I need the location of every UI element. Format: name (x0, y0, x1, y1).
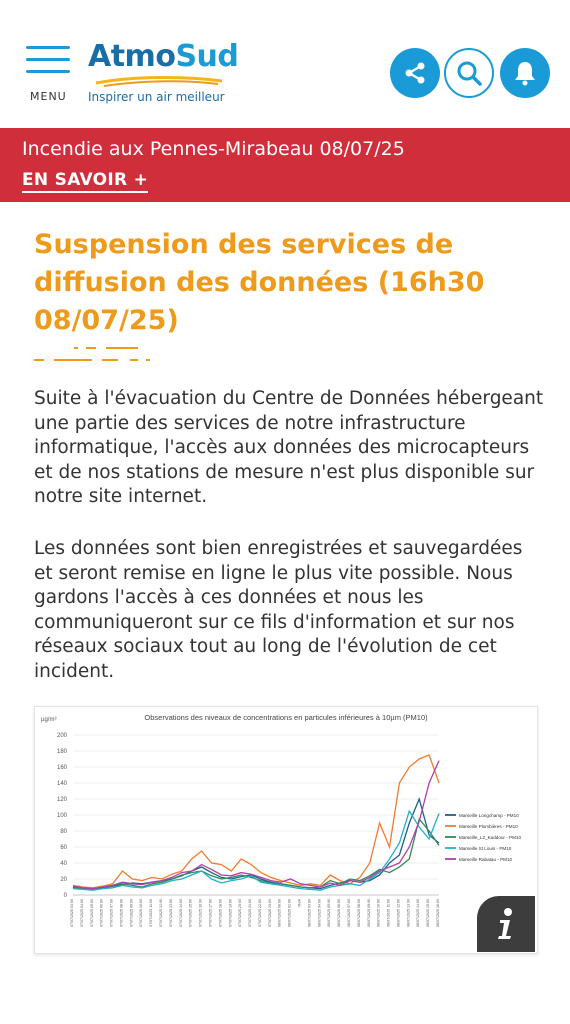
chart-xtick-label: 07/07/2025 03:00 (70, 899, 74, 927)
chart-ytick-label: 60 (60, 845, 67, 851)
chart-xtick-label: 07/07/2025 17:00 (208, 899, 213, 927)
chart-series-line (73, 811, 439, 890)
chart-xtick-label: 07/07/2025 12:00 (159, 899, 164, 927)
chart-xtick-label: 08/07/2025 12:00 (396, 899, 401, 927)
chart-xtick-label: 07/07/2025 06:00 (99, 899, 104, 927)
logo-swoosh (94, 74, 224, 88)
search-icon (455, 59, 483, 87)
search-button[interactable] (444, 48, 494, 98)
chart-xtick-label: 07/07/2025 10:00 (139, 899, 144, 927)
hamburger-line (26, 70, 70, 73)
chart-xtick-label: 08/07/2025 06:00 (337, 899, 342, 927)
logo-sud: Sud (175, 39, 239, 74)
chart-xtick-label: 07/07/2025 11:00 (149, 899, 154, 927)
chart-ytick-label: 200 (56, 733, 67, 739)
chart-xtick-label: 08/07/2025 10:00 (376, 899, 381, 927)
logo-atmo: Atmo (88, 39, 176, 74)
article-paragraph-2: Les données sont bien enregistrées et sauvegardées et seront remise en ligne le plus vite possible. Nous gardons l'accès à ces données et nous les communiqueront sur ce fils d'information et sur nos réseaux sociaux tout au long de l'évolution de cet incident. (34, 538, 523, 682)
chart-xtick-label: 07/07/2025 08:00 (119, 899, 124, 927)
chart-ytick-label: 20 (60, 877, 67, 883)
chart-xtick-label: 08/07/2025 08:00 (356, 899, 361, 927)
site-header (0, 0, 570, 128)
pm10-chart-image[interactable] (34, 706, 538, 954)
chart-xtick-label: 08/07/2025 05:00 (327, 899, 332, 927)
chart-xtick-label: 07/07/2025 18:00 (218, 899, 223, 927)
hamburger-line (26, 58, 70, 61)
info-button[interactable] (477, 896, 535, 952)
chart-xtick-label: 08/07/2025 04:00 (317, 899, 322, 927)
chart-xtick-label: 07/07/2025 07:00 (109, 899, 114, 927)
chart-title: Observations des niveaux de concentrations en particules inférieures à 10µm (PM10) (144, 713, 428, 722)
chart-legend-label: Marseille St Louis - PM10 (459, 846, 512, 851)
chart-xtick-label: 08/07/2025 11:00 (386, 899, 391, 927)
chart-ytick-label: 120 (56, 797, 67, 803)
article-paragraph-1: Suite à l'évacuation du Centre de Données hébergeant une partie des services de notre infrastructure informatique, l'accès aux données des microcapteurs et de nos stations de mesure n'est plus disponible sur notre site internet. (34, 388, 544, 508)
chart-xtick-label: 07/07/2025 20:00 (238, 899, 243, 927)
menu-label[interactable]: MENU (30, 90, 67, 103)
pm10-chart (35, 707, 537, 953)
atmosud-logo[interactable] (88, 39, 239, 104)
logo-tagline: Inspirer un air meilleur (88, 90, 225, 104)
share-button[interactable] (390, 48, 440, 98)
chart-xtick-label: 08/07/2025 13:00 (406, 899, 411, 927)
chart-ytick-label: 0 (63, 893, 67, 899)
chart-xtick-label: 07/07/2025 21:00 (248, 899, 253, 927)
chart-xtick-label: 07/07/2025 14:00 (178, 899, 183, 927)
chart-xtick-label: 07/07/2025 19:00 (228, 899, 233, 927)
chart-series-line (73, 755, 439, 888)
chart-ytick-label: 140 (56, 781, 67, 787)
menu-button[interactable] (26, 46, 72, 82)
chart-legend-label: Marseille Longchamp - PM10 (459, 813, 519, 818)
chart-xtick-label: 07/07/2025 16:00 (198, 899, 203, 927)
hamburger-line (26, 46, 70, 49)
info-icon (493, 907, 519, 941)
alert-title: Incendie aux Pennes-Mirabeau 08/07/25 (22, 138, 405, 160)
chart-xtick-label: 08/07/2025 00:00 (277, 899, 282, 927)
chart-legend-label: Marseille_L2_Kaddour - PM10 (459, 835, 522, 840)
chart-ytick-label: 160 (56, 765, 67, 771)
chart-xtick-label: 08/07/2025 16:00 (436, 899, 440, 927)
chart-xtick-label: 08/07/2025 14:00 (416, 899, 421, 927)
chart-xtick-label: #N/A (297, 899, 302, 907)
chart-xtick-label: 08/07/2025 15:00 (426, 899, 431, 927)
article-title: Suspension des services de diffusion des données (16h30 08/07/25) (34, 229, 485, 336)
chart-xtick-label: 07/07/2025 15:00 (188, 899, 193, 927)
alert-more-link[interactable]: EN SAVOIR + (22, 170, 148, 193)
chart-legend-label: Marseille Rabatau - PM10 (459, 857, 513, 862)
chart-xtick-label: 07/07/2025 04:00 (79, 899, 84, 927)
chart-xtick-label: 08/07/2025 03:00 (307, 899, 312, 927)
chart-xtick-label: 08/07/2025 01:00 (287, 899, 292, 927)
chart-xtick-label: 07/07/2025 05:00 (89, 899, 94, 927)
chart-ytick-label: 180 (56, 749, 67, 755)
chart-xtick-label: 07/07/2025 23:00 (267, 899, 272, 927)
chart-ylabel: µg/m³ (41, 717, 57, 723)
chart-xtick-label: 08/07/2025 09:00 (366, 899, 371, 927)
notifications-button[interactable] (500, 48, 550, 98)
chart-ytick-label: 80 (60, 829, 67, 835)
chart-xtick-label: 07/07/2025 09:00 (129, 899, 134, 927)
alert-banner (0, 128, 570, 202)
chart-xtick-label: 07/07/2025 13:00 (168, 899, 173, 927)
bell-icon (512, 59, 538, 87)
share-icon (402, 60, 428, 86)
title-decoration (34, 340, 154, 364)
chart-xtick-label: 07/07/2025 22:00 (257, 899, 262, 927)
chart-ytick-label: 40 (60, 861, 67, 867)
chart-ytick-label: 100 (56, 813, 67, 819)
chart-xtick-label: 08/07/2025 07:00 (346, 899, 351, 927)
chart-legend-label: Marseille Plombières - PM10 (459, 824, 518, 829)
